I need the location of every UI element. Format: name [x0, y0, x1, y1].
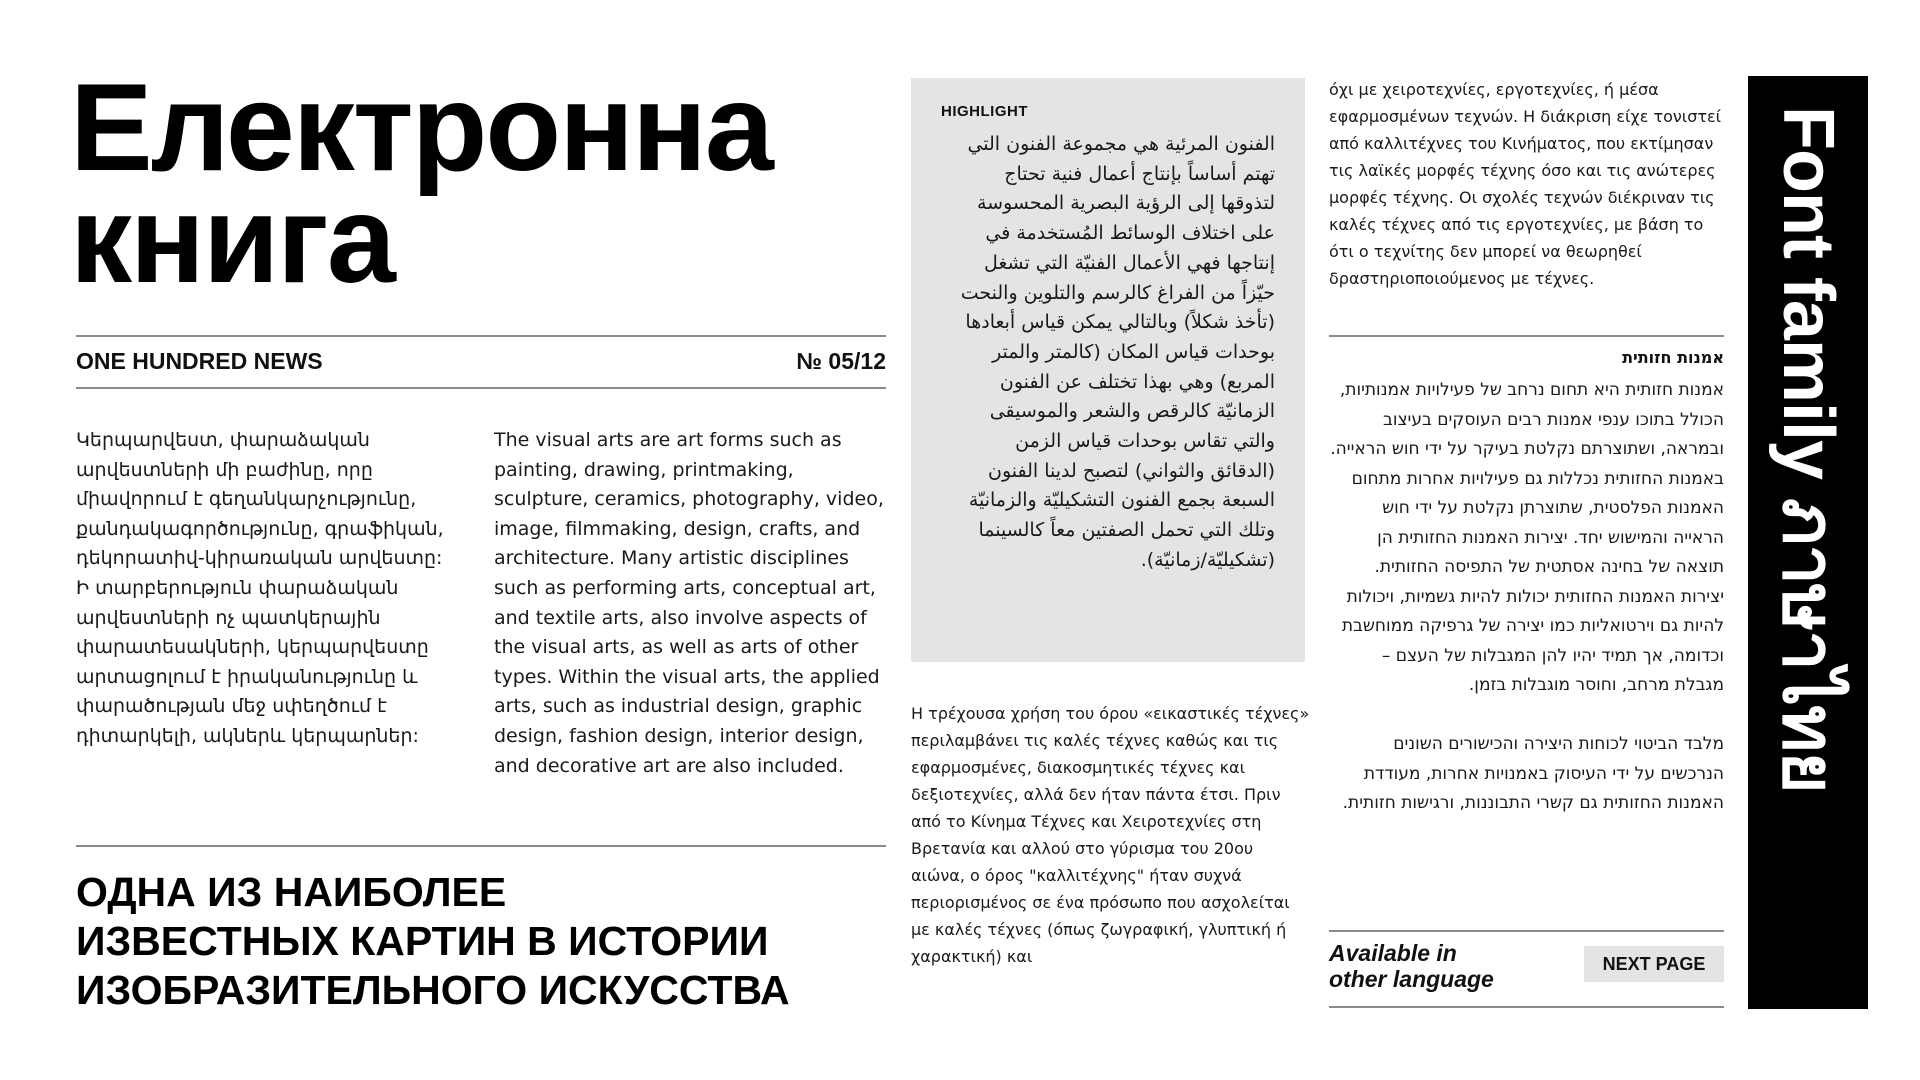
masthead	[76, 348, 886, 375]
divider-masthead	[76, 387, 886, 389]
greek-column-part-1: Η τρέχουσα χρήση του όρου «εικαστικές τέχνες» περιλαμβάνει τις καλές τέχνες καθώς και τις εφαρμοσμένες, διακοσμητικές τέχνες και δεξιοτεχνίες, αλλά δεν ήταν πάντα έτσι. Πριν από το Κίνημα Τέχνες και Χειροτεχνίες στη Βρετανία και αλλού στο γύρισμα του 20ου αιώνα, ο όρος "καλλιτέχνης" ήταν συχνά περιορισμένος σε ένα πρόσωπο που ασχολείται με καλές τέχνες (όπως ζωγραφική, γλυπτική ή χαρακτική) και	[911, 704, 1310, 966]
available-line-2: other language	[1329, 966, 1494, 992]
hebrew-title: אמנות חזותית	[1622, 348, 1724, 367]
side-banner-latin: Font family	[1768, 106, 1848, 480]
armenian-column: Կերպարվեստ, փարաձական արվեստների մի բաժինը, որը միավորում է գեղանկարչությունը, քանդակագործությունը, գրաֆիկան, դեկորատիվ-կիրառական արվեստը: Ի տարբերություն փարաձական արվեստների ոչ պատկերային փարատեսակների, կերպարվեստը արտացոլում է իրականությունը և փարածության մեջ սփեղծում է դիտարկելի, ակներև կերպարներ:	[76, 429, 444, 747]
side-banner-thai: ภาษาไทย	[1768, 498, 1848, 793]
hebrew-paragraph-2: מלבד הביטוי לכוחות היצירה והכישורים השונים הנרכשים על ידי העיסוק באמנויות אחרות, מעודדת האמנות החזותית גם קשרי התבוננות, ורגישות חזותית.	[1342, 734, 1724, 813]
divider-right-top	[1329, 335, 1724, 337]
highlight-box	[911, 78, 1305, 662]
hebrew-paragraph-1: אמנות חזותית היא תחום נרחב של פעילויות אמנותיות, הכולל בתוכו ענפי אמנות רבים העוסקים בעיצוב ובמראה, ושתוצרתם נקלטת בעיקר על ידי חוש הראייה. באמנות החזותית נכללות גם פעילויות אחרות מתחום האמנות הפלסטית, שתוצרתן נקלטת על ידי חוש הראייה והמישוש יחד. יצירות האמנות החזותית הן תוצאה של בחינה אסתטית של התפיסה החזותית. יצירות האמנות החזותית יכולות להיות גשמיות, ויכולות להיות גם וירטואליות כמו יצירה של גרפיקה ממוחשבת וכדומה, אך תמיד יהיו להן המגבלות של העצם – מגבלת מרחב, וחוסר מוגבלות בזמן.	[1330, 380, 1724, 695]
headline-line-3: ИЗОБРАЗИТЕЛЬНОГО ИСКУССТВА	[76, 967, 790, 1013]
divider-top	[76, 335, 886, 337]
divider-headline	[76, 845, 886, 847]
page-title	[70, 59, 772, 309]
publication-name: ONE HUNDRED NEWS	[76, 348, 323, 374]
english-column: The visual arts are art forms such as painting, drawing, printmaking, sculpture, ceramics, photography, video, image, filmmaking, design, crafts, and architecture. Many artistic disciplines such as performing arts, conceptual art, and textile arts, also involve aspects of the visual arts, as well as arts of other types. Within the visual arts, the applied arts, such as industrial design, graphic design, fashion design, interior design, and decorative art are also included.	[494, 429, 884, 777]
available-in-other-language-link[interactable]	[1329, 940, 1494, 992]
title-line-2: книга	[70, 171, 394, 309]
headline-line-1: ОДНА ИЗ НАИБОЛЕЕ	[76, 869, 507, 915]
greek-column-part-2: όχι με χειροτεχνίες, εργοτεχνίες, ή μέσα εφαρμοσμένων τεχνών. Η διάκριση είχε τονιστεί από καλλιτέχνες του Κινήματος, που εκτίμησαν τις λαϊκές μορφές τέχνης όσο και τις ανώτερες μορφές τέχνης. Οι σχολές τεχνών διέκριναν τις καλές τέχνες από τις εργοτεχνίες, με βάση το ότι ο τεχνίτης δεν μπορεί να θεωρηθεί δραστηριοποιούμενος με τέχνες.	[1329, 80, 1722, 288]
hebrew-text	[1329, 376, 1724, 848]
title-line-1: Електронна	[70, 59, 772, 197]
highlight-arabic-text: الفنون المرئية هي مجموعة الفنون التي تهتم أساساً بإنتاج أعمال فنية تحتاج لتذوقها إلى الرؤية البصرية المحسوسة على اختلاف الوسائط المُستخدمة في إنتاجها فهي الأعمال الفنيّة التي تشغل حيّزاً من الفراغ كالرسم والتلوين والنحت (تأخذ شكلاً) وبالتالي يمكن قياس أبعادها بوحدات قياس المكان (كالمتر والمتر المربع) وهي بهذا تختلف عن الفنون الزمانيّة كالرقص والشعر والموسيقى والتي تقاس بوحدات قياس الزمن (الدقائق والثواني) لتصبح لدينا الفنون السبعة بجمع الفنون التشكيليّة والزمانيّة وتلك التي تحمل الصفتين معاً كالسينما (تشكيليّة/زمانيّة).	[960, 133, 1275, 571]
available-line-1: Available in	[1329, 940, 1457, 966]
highlight-label: HIGHLIGHT	[941, 103, 1028, 120]
side-banner	[1748, 76, 1868, 1009]
divider-footer-bottom	[1329, 1006, 1724, 1008]
headline-line-2: ИЗВЕСТНЫХ КАРТИН В ИСТОРИИ	[76, 918, 769, 964]
next-page-button[interactable]: NEXT PAGE	[1584, 946, 1724, 982]
issue-number: № 05/12	[796, 348, 886, 374]
divider-footer-top	[1329, 930, 1724, 932]
headline	[76, 868, 906, 1015]
side-banner-text	[1766, 106, 1850, 793]
